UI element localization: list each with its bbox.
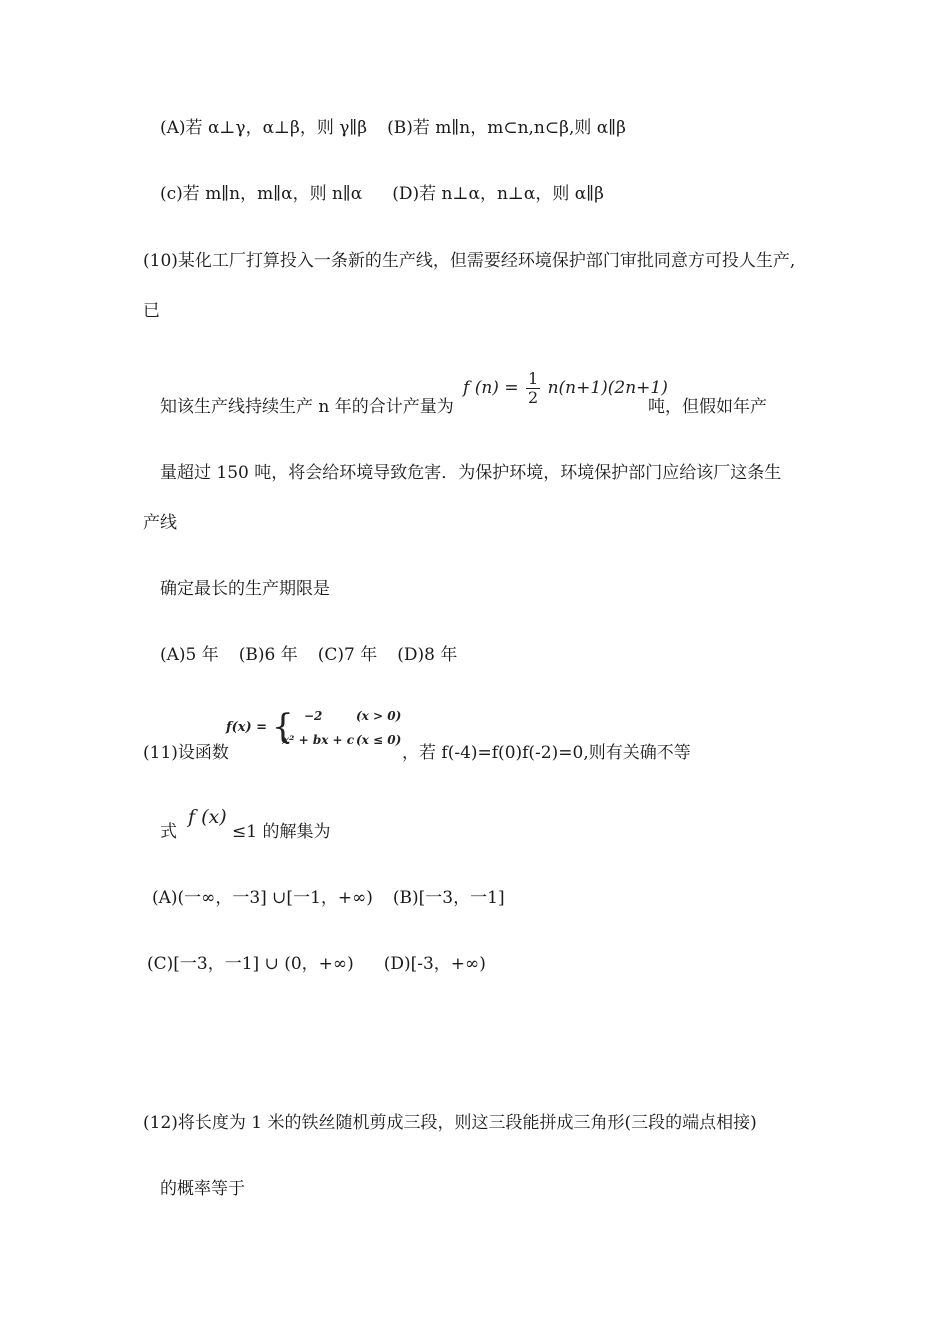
q11-option-a: (A)(一∞，一3] ∪[一1，+∞) bbox=[152, 888, 373, 908]
q10-option-d: (D)8 年 bbox=[397, 645, 458, 665]
piecewise-expr1: −2 bbox=[304, 709, 323, 723]
q10-options bbox=[160, 644, 457, 666]
q10-line4: 确定最长的生产期限是 bbox=[160, 579, 330, 599]
q11-line2-pre: 式 bbox=[160, 822, 177, 842]
q10-line1: (10)某化工厂打算投入一条新的生产线，但需要经环境保护部门审批同意方可投人生产, bbox=[143, 251, 796, 271]
q11-line2-post: ≤1 的解集为 bbox=[232, 822, 331, 842]
q11-line1-post: ，若 f(-4)=f(0)f(-2)=0,则有关确不等 bbox=[402, 743, 691, 763]
formula-fraction bbox=[526, 370, 540, 407]
q9-option-a: (A)若 α⊥γ，α⊥β，则 γ∥β bbox=[160, 118, 368, 138]
q11-option-c: (C)[一3，一1] ∪ (0，+∞) bbox=[147, 954, 354, 974]
q10-line2-pre: 知该生产线持续生产 n 年的合计产量为 bbox=[160, 397, 454, 417]
q10-line3-cont: 产线 bbox=[143, 513, 177, 533]
piecewise-cond2: (x ≤ 0) bbox=[356, 733, 402, 747]
piecewise-brace: { bbox=[272, 707, 294, 747]
q10-option-a: (A)5 年 bbox=[160, 645, 219, 665]
q10-line3: 量超过 150 吨，将会给环境导致危害．为保护环境，环境保护部门应给该厂这条生 bbox=[160, 463, 782, 483]
q9-options-row2 bbox=[160, 183, 604, 205]
formula-rhs: n(n+1)(2n+1) bbox=[547, 378, 668, 398]
q10-production-formula bbox=[463, 370, 668, 407]
q10-line1-cont: 已 bbox=[143, 301, 160, 321]
q9-option-b: (B)若 m∥n，m⊂n,n⊂β,则 α∥β bbox=[387, 118, 626, 138]
q12-line1: (12)将长度为 1 米的铁丝随机剪成三段，则这三段能拼成三角形(三段的端点相接) bbox=[143, 1113, 757, 1133]
formula-denominator: 2 bbox=[527, 388, 539, 407]
piecewise-lhs: f(x) = bbox=[226, 720, 268, 735]
q10-line2-post: 吨，但假如年产 bbox=[648, 397, 767, 417]
formula-lhs: f (n) = bbox=[463, 378, 519, 398]
piecewise-cond1: (x > 0) bbox=[356, 709, 402, 723]
q11-option-b: (B)[一3，一1] bbox=[392, 888, 505, 908]
q9-option-c: (c)若 m∥n，m∥α，则 n∥α bbox=[160, 184, 363, 204]
q11-fx: f (x) bbox=[188, 806, 227, 828]
q10-option-c: (C)7 年 bbox=[317, 645, 378, 665]
q12-line2: 的概率等于 bbox=[160, 1179, 245, 1199]
q9-options-row1 bbox=[160, 117, 626, 139]
piecewise-expr2: x² + bx + c bbox=[282, 733, 355, 747]
q11-options-row1 bbox=[152, 887, 505, 909]
formula-numerator: 1 bbox=[527, 369, 539, 388]
q11-option-d: (D)[-3，+∞) bbox=[383, 954, 486, 974]
q10-option-b: (B)6 年 bbox=[238, 645, 298, 665]
q11-line1-pre: (11)设函数 bbox=[143, 743, 229, 763]
q11-options-row2 bbox=[147, 953, 486, 975]
q11-piecewise-function bbox=[226, 706, 406, 754]
q9-option-d: (D)若 n⊥α，n⊥α，则 α∥β bbox=[392, 184, 604, 204]
